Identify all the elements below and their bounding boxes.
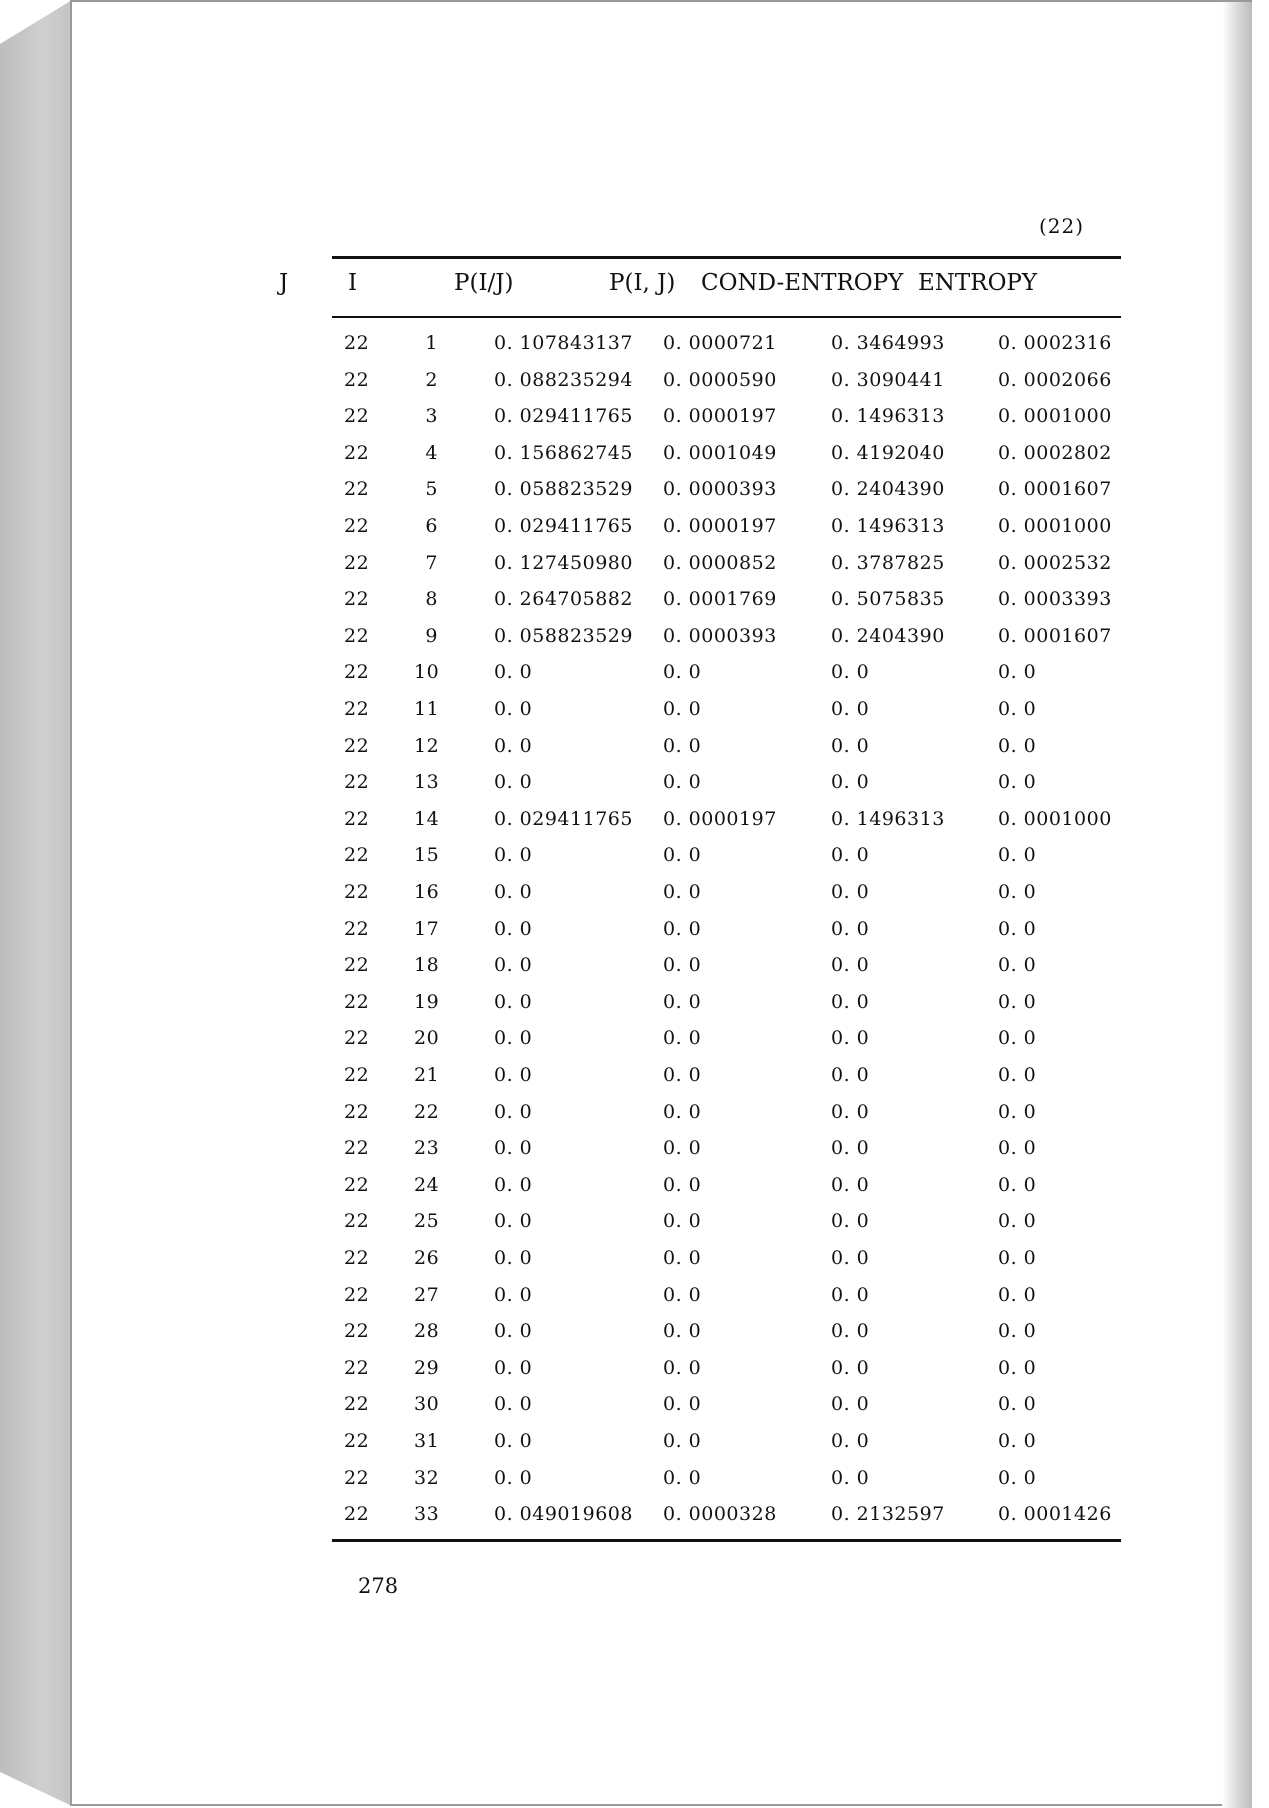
- cell-i: 19: [414, 990, 440, 1013]
- table-row: [72, 1357, 1252, 1393]
- cell-entropy: 0. 0: [998, 661, 1037, 684]
- cell-p-i-j: 0. 0: [663, 1137, 702, 1160]
- cell-i: 29: [414, 1356, 440, 1379]
- cell-p-i-given-j: 0. 0: [494, 1356, 533, 1379]
- cell-cond-entropy: 0. 0: [831, 1064, 870, 1086]
- cell-cond-entropy: 0. 0: [831, 1210, 870, 1233]
- cell-i: 20: [414, 1027, 440, 1050]
- table-row: [72, 698, 1252, 734]
- cell-cond-entropy: 0. 1496313: [831, 515, 945, 537]
- cell-i: 10: [414, 661, 440, 684]
- cell-cond-entropy: 0. 0: [831, 881, 870, 903]
- cell-entropy: 0. 0003393: [998, 588, 1112, 611]
- cell-p-i-j: 0. 0001049: [663, 441, 777, 464]
- cell-j: 22: [344, 1100, 370, 1123]
- cell-entropy: 0. 0001000: [998, 515, 1112, 537]
- cell-entropy: 0. 0: [998, 1466, 1037, 1489]
- table-row: [72, 588, 1252, 624]
- cell-cond-entropy: 0. 2404390: [831, 478, 945, 501]
- cell-i: 16: [414, 881, 440, 903]
- table-row: [72, 369, 1252, 405]
- cell-i: 3: [425, 405, 438, 428]
- table-row: [72, 1393, 1252, 1429]
- header-p-i-j: P(I, J): [609, 270, 676, 296]
- table-row: [72, 552, 1252, 588]
- cell-entropy: 0. 0001607: [998, 478, 1112, 501]
- cell-j: 22: [344, 1027, 370, 1050]
- cell-i: 28: [414, 1320, 440, 1343]
- cell-entropy: 0. 0002066: [998, 368, 1112, 391]
- cell-p-i-j: 0. 0: [663, 1466, 702, 1489]
- cell-i: 7: [425, 551, 438, 574]
- cell-entropy: 0. 0: [998, 1210, 1037, 1233]
- cell-i: 8: [425, 588, 438, 611]
- cell-cond-entropy: 0. 5075835: [831, 588, 945, 611]
- table-row: [72, 442, 1252, 478]
- cell-j: 22: [344, 1283, 370, 1306]
- table-row: [72, 661, 1252, 697]
- cell-p-i-j: 0. 0: [663, 1393, 702, 1416]
- cell-i: 15: [414, 844, 440, 867]
- cell-p-i-given-j: 0. 058823529: [494, 624, 633, 647]
- table-row: [72, 1503, 1252, 1539]
- cell-j: 22: [344, 954, 370, 977]
- cell-p-i-given-j: 0. 029411765: [494, 515, 633, 537]
- cell-cond-entropy: 0. 0: [831, 1320, 870, 1343]
- cell-p-i-j: 0. 0: [663, 734, 702, 757]
- cell-entropy: 0. 0001000: [998, 807, 1112, 830]
- cell-entropy: 0. 0: [998, 1356, 1037, 1379]
- cell-j: 22: [344, 661, 370, 684]
- cell-j: 22: [344, 1393, 370, 1416]
- table-top-rule: [332, 256, 1121, 259]
- cell-p-i-given-j: 0. 088235294: [494, 368, 633, 391]
- cell-i: 5: [425, 478, 438, 501]
- cell-p-i-j: 0. 0: [663, 954, 702, 977]
- cell-p-i-given-j: 0. 0: [494, 1027, 533, 1050]
- cell-p-i-j: 0. 0: [663, 1356, 702, 1379]
- cell-cond-entropy: 0. 0: [831, 698, 870, 720]
- cell-j: 22: [344, 515, 370, 537]
- cell-p-i-given-j: 0. 156862745: [494, 441, 633, 464]
- cell-p-i-given-j: 0. 029411765: [494, 405, 633, 428]
- cell-entropy: 0. 0: [998, 1173, 1037, 1196]
- cell-i: 31: [414, 1430, 440, 1452]
- cell-p-i-j: 0. 0: [663, 1430, 702, 1452]
- cell-cond-entropy: 0. 0: [831, 1283, 870, 1306]
- cell-p-i-given-j: 0. 127450980: [494, 551, 633, 574]
- cell-p-i-given-j: 0. 0: [494, 1430, 533, 1452]
- cell-entropy: 0. 0: [998, 771, 1037, 794]
- cell-p-i-j: 0. 0: [663, 1064, 702, 1086]
- cell-p-i-given-j: 0. 107843137: [494, 332, 633, 354]
- cell-j: 22: [344, 990, 370, 1013]
- cell-cond-entropy: 0. 0: [831, 1393, 870, 1416]
- cell-cond-entropy: 0. 0: [831, 771, 870, 794]
- cell-cond-entropy: 0. 2132597: [831, 1503, 945, 1526]
- cell-i: 30: [414, 1393, 440, 1416]
- cell-j: 22: [344, 551, 370, 574]
- cell-i: 4: [425, 441, 438, 464]
- table-row: [72, 881, 1252, 917]
- cell-j: 22: [344, 771, 370, 794]
- header-i: I: [348, 270, 358, 296]
- cell-p-i-given-j: 0. 0: [494, 1173, 533, 1196]
- table-row: [72, 1210, 1252, 1246]
- cell-i: 26: [414, 1247, 440, 1269]
- cell-i: 23: [414, 1137, 440, 1160]
- cell-entropy: 0. 0: [998, 954, 1037, 977]
- cell-p-i-j: 0. 0: [663, 1210, 702, 1233]
- table-row: [72, 918, 1252, 954]
- cell-p-i-given-j: 0. 0: [494, 1320, 533, 1343]
- cell-p-i-j: 0. 0: [663, 844, 702, 867]
- cell-p-i-given-j: 0. 0: [494, 661, 533, 684]
- cell-entropy: 0. 0: [998, 917, 1037, 940]
- cell-j: 22: [344, 734, 370, 757]
- header-p-i-given-j: P(I/J): [454, 270, 514, 296]
- table-row: [72, 1174, 1252, 1210]
- cell-entropy: 0. 0: [998, 1137, 1037, 1160]
- cell-cond-entropy: 0. 0: [831, 1430, 870, 1452]
- table-row: [72, 1284, 1252, 1320]
- cell-j: 22: [344, 917, 370, 940]
- cell-p-i-j: 0. 0000197: [663, 807, 777, 830]
- cell-j: 22: [344, 1503, 370, 1526]
- cell-p-i-j: 0. 0001769: [663, 588, 777, 611]
- cell-cond-entropy: 0. 0: [831, 954, 870, 977]
- cell-entropy: 0. 0002532: [998, 551, 1112, 574]
- cell-j: 22: [344, 1137, 370, 1160]
- cell-p-i-j: 0. 0000590: [663, 368, 777, 391]
- cell-j: 22: [344, 1466, 370, 1489]
- table-row: [72, 844, 1252, 880]
- table-row: [72, 1430, 1252, 1466]
- table-row: [72, 991, 1252, 1027]
- page-number: 278: [358, 1574, 399, 1598]
- cell-j: 22: [344, 844, 370, 867]
- cell-p-i-given-j: 0. 0: [494, 1137, 533, 1160]
- cell-entropy: 0. 0: [998, 734, 1037, 757]
- cell-entropy: 0. 0: [998, 1320, 1037, 1343]
- cell-j: 22: [344, 368, 370, 391]
- cell-entropy: 0. 0: [998, 1247, 1037, 1269]
- cell-cond-entropy: 0. 3787825: [831, 551, 945, 574]
- cell-p-i-j: 0. 0: [663, 698, 702, 720]
- cell-cond-entropy: 0. 0: [831, 990, 870, 1013]
- cell-cond-entropy: 0. 0: [831, 1356, 870, 1379]
- cell-i: 25: [414, 1210, 440, 1233]
- cell-p-i-j: 0. 0000393: [663, 624, 777, 647]
- cell-i: 17: [414, 917, 440, 940]
- cell-cond-entropy: 0. 0: [831, 1173, 870, 1196]
- cell-j: 22: [344, 405, 370, 428]
- cell-p-i-j: 0. 0000721: [663, 332, 777, 354]
- cell-j: 22: [344, 588, 370, 611]
- cell-p-i-given-j: 0. 058823529: [494, 478, 633, 501]
- cell-entropy: 0. 0001426: [998, 1503, 1112, 1526]
- cell-p-i-j: 0. 0: [663, 1247, 702, 1269]
- cell-j: 22: [344, 1173, 370, 1196]
- cell-cond-entropy: 0. 0: [831, 734, 870, 757]
- cell-p-i-j: 0. 0000197: [663, 515, 777, 537]
- table-row: [72, 1247, 1252, 1283]
- cell-p-i-given-j: 0. 264705882: [494, 588, 633, 611]
- cell-i: 21: [414, 1064, 440, 1086]
- cell-p-i-j: 0. 0: [663, 1100, 702, 1123]
- header-j: J: [279, 270, 289, 296]
- cell-p-i-j: 0. 0000197: [663, 405, 777, 428]
- cell-i: 32: [414, 1466, 440, 1489]
- cell-p-i-given-j: 0. 029411765: [494, 807, 633, 830]
- cell-cond-entropy: 0. 0: [831, 844, 870, 867]
- table-row: [72, 405, 1252, 441]
- cell-j: 22: [344, 807, 370, 830]
- cell-p-i-given-j: 0. 0: [494, 1393, 533, 1416]
- cell-p-i-given-j: 0. 0: [494, 954, 533, 977]
- cell-i: 6: [425, 515, 438, 537]
- cell-cond-entropy: 0. 0: [831, 1466, 870, 1489]
- cell-cond-entropy: 0. 4192040: [831, 441, 945, 464]
- cell-entropy: 0. 0001607: [998, 624, 1112, 647]
- cell-i: 2: [425, 368, 438, 391]
- cell-j: 22: [344, 1247, 370, 1269]
- cell-p-i-j: 0. 0000852: [663, 551, 777, 574]
- cell-entropy: 0. 0: [998, 1100, 1037, 1123]
- cell-p-i-j: 0. 0: [663, 881, 702, 903]
- cell-entropy: 0. 0: [998, 844, 1037, 867]
- cell-j: 22: [344, 624, 370, 647]
- cell-cond-entropy: 0. 0: [831, 1137, 870, 1160]
- cell-p-i-j: 0. 0: [663, 661, 702, 684]
- cell-p-i-given-j: 0. 0: [494, 1100, 533, 1123]
- table-bottom-rule: [332, 1539, 1121, 1542]
- cell-entropy: 0. 0: [998, 1064, 1037, 1086]
- header-entropy: ENTROPY: [918, 270, 1038, 296]
- cell-p-i-given-j: 0. 0: [494, 771, 533, 794]
- cell-entropy: 0. 0: [998, 1393, 1037, 1416]
- table-row: [72, 1064, 1252, 1100]
- table-row: [72, 1027, 1252, 1063]
- table-header-rule: [332, 316, 1121, 318]
- cell-j: 22: [344, 698, 370, 720]
- page-tag: (22): [1039, 214, 1085, 238]
- cell-entropy: 0. 0: [998, 1430, 1037, 1452]
- table-row: [72, 1467, 1252, 1503]
- cell-p-i-j: 0. 0: [663, 771, 702, 794]
- cell-entropy: 0. 0: [998, 1283, 1037, 1306]
- cell-p-i-j: 0. 0: [663, 1027, 702, 1050]
- cell-cond-entropy: 0. 0: [831, 1027, 870, 1050]
- cell-i: 22: [414, 1100, 440, 1123]
- cell-cond-entropy: 0. 2404390: [831, 624, 945, 647]
- table-row: [72, 771, 1252, 807]
- table-row: [72, 625, 1252, 661]
- cell-entropy: 0. 0002802: [998, 441, 1112, 464]
- cell-p-i-j: 0. 0: [663, 1173, 702, 1196]
- cell-i: 1: [425, 332, 438, 354]
- cell-p-i-j: 0. 0: [663, 1283, 702, 1306]
- table-row: [72, 808, 1252, 844]
- cell-p-i-j: 0. 0: [663, 990, 702, 1013]
- table-row: [72, 478, 1252, 514]
- cell-p-i-j: 0. 0: [663, 1320, 702, 1343]
- cell-i: 33: [414, 1503, 440, 1526]
- table-row: [72, 515, 1252, 551]
- cell-j: 22: [344, 478, 370, 501]
- cell-j: 22: [344, 332, 370, 354]
- book-spine: [0, 0, 72, 1806]
- cell-p-i-given-j: 0. 0: [494, 1064, 533, 1086]
- cell-j: 22: [344, 1356, 370, 1379]
- cell-p-i-given-j: 0. 0: [494, 1466, 533, 1489]
- cell-i: 14: [414, 807, 440, 830]
- cell-j: 22: [344, 1064, 370, 1086]
- cell-entropy: 0. 0: [998, 990, 1037, 1013]
- cell-p-i-given-j: 0. 0: [494, 990, 533, 1013]
- cell-p-i-given-j: 0. 0: [494, 1247, 533, 1269]
- cell-cond-entropy: 0. 3090441: [831, 368, 945, 391]
- cell-i: 11: [414, 698, 440, 720]
- table-row: [72, 332, 1252, 368]
- cell-p-i-j: 0. 0000328: [663, 1503, 777, 1526]
- table-row: [72, 1320, 1252, 1356]
- cell-p-i-given-j: 0. 0: [494, 881, 533, 903]
- page: [72, 0, 1252, 1806]
- table-row: [72, 735, 1252, 771]
- cell-i: 12: [414, 734, 440, 757]
- cell-i: 24: [414, 1173, 440, 1196]
- table-row: [72, 954, 1252, 990]
- cell-i: 13: [414, 771, 440, 794]
- cell-cond-entropy: 0. 3464993: [831, 332, 945, 354]
- cell-entropy: 0. 0002316: [998, 332, 1112, 354]
- cell-p-i-given-j: 0. 049019608: [494, 1503, 633, 1526]
- table-row: [72, 1137, 1252, 1173]
- cell-j: 22: [344, 441, 370, 464]
- cell-cond-entropy: 0. 1496313: [831, 405, 945, 428]
- cell-cond-entropy: 0. 0: [831, 1247, 870, 1269]
- cell-p-i-j: 0. 0000393: [663, 478, 777, 501]
- cell-j: 22: [344, 1430, 370, 1452]
- cell-j: 22: [344, 1210, 370, 1233]
- cell-p-i-given-j: 0. 0: [494, 844, 533, 867]
- cell-p-i-given-j: 0. 0: [494, 698, 533, 720]
- cell-cond-entropy: 0. 0: [831, 917, 870, 940]
- cell-p-i-given-j: 0. 0: [494, 1210, 533, 1233]
- cell-i: 27: [414, 1283, 440, 1306]
- cell-entropy: 0. 0: [998, 698, 1037, 720]
- cell-entropy: 0. 0: [998, 881, 1037, 903]
- cell-j: 22: [344, 1320, 370, 1343]
- cell-p-i-given-j: 0. 0: [494, 917, 533, 940]
- cell-p-i-given-j: 0. 0: [494, 734, 533, 757]
- cell-cond-entropy: 0. 0: [831, 661, 870, 684]
- cell-j: 22: [344, 881, 370, 903]
- cell-entropy: 0. 0: [998, 1027, 1037, 1050]
- cell-p-i-given-j: 0. 0: [494, 1283, 533, 1306]
- header-cond-entropy: COND-ENTROPY: [701, 270, 904, 296]
- cell-entropy: 0. 0001000: [998, 405, 1112, 428]
- cell-cond-entropy: 0. 0: [831, 1100, 870, 1123]
- cell-cond-entropy: 0. 1496313: [831, 807, 945, 830]
- cell-i: 9: [425, 624, 438, 647]
- cell-p-i-j: 0. 0: [663, 917, 702, 940]
- table-row: [72, 1101, 1252, 1137]
- cell-i: 18: [414, 954, 440, 977]
